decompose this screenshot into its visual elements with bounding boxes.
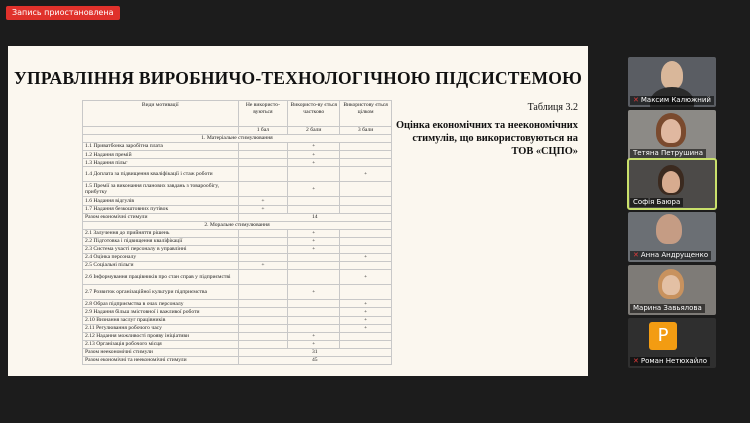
usage-mark: + [340, 324, 392, 332]
usage-mark [340, 262, 392, 270]
table-row [83, 316, 392, 324]
table-total-row [83, 356, 392, 364]
participant-name: Тетяна Петрушина [630, 149, 706, 158]
score-cell: 3 бали [340, 127, 392, 135]
usage-mark [340, 246, 392, 254]
motivation-label: 1.6 Надання відгулів [83, 197, 239, 205]
motivation-table [82, 100, 392, 365]
total-value: 14 [238, 213, 391, 221]
usage-mark [238, 324, 288, 332]
table-row [83, 205, 392, 213]
usage-mark [238, 285, 288, 300]
table-row [83, 308, 392, 316]
usage-mark [288, 300, 340, 308]
mic-muted-icon: ✕ [633, 357, 639, 365]
participant-tile[interactable] [628, 318, 716, 368]
usage-mark [340, 285, 392, 300]
total-label: Разом економічні стимули [83, 213, 239, 221]
usage-mark [238, 332, 288, 340]
usage-mark: + [340, 270, 392, 285]
motivation-label: 2.11 Регулювання робочого часу [83, 324, 239, 332]
participant-name: ✕ Анна Андрущенко [630, 251, 711, 260]
table-header-row [83, 101, 392, 127]
total-label: Разом неекономічні стимули [83, 348, 239, 356]
participant-video [656, 214, 682, 244]
usage-mark: + [340, 167, 392, 182]
usage-mark [340, 197, 392, 205]
total-label: Разом економічні та неекономічні стимули [83, 356, 239, 364]
motivation-label: 2.10 Визнання заслуг працівників [83, 316, 239, 324]
usage-mark [288, 254, 340, 262]
table-row [83, 229, 392, 237]
participant-name: Софія Баюра [630, 198, 683, 207]
usage-mark [340, 143, 392, 151]
usage-mark: + [340, 254, 392, 262]
table-caption: Оцінка економічних та неекономічних стимулів, що використовуються на ТОВ «СЦПО» [395, 120, 578, 157]
motivation-label: 2.8 Образ підприємства в очах персоналу [83, 300, 239, 308]
slide-title: УПРАВЛІННЯ ВИРОБНИЧО-ТЕХНОЛОГІЧНОЮ ПІДСИСТЕМОЮ [13, 68, 582, 88]
usage-mark [288, 324, 340, 332]
table-row [83, 151, 392, 159]
usage-mark [238, 229, 288, 237]
recording-status-badge[interactable]: Запись приостановлена [6, 6, 120, 20]
score-cell: 1 бал [238, 127, 288, 135]
usage-mark [340, 182, 392, 197]
table-row [83, 262, 392, 270]
usage-mark [288, 262, 340, 270]
motivation-label: 2.13 Організація робочого місця [83, 340, 239, 348]
header-cell: Використову ється цілком [340, 101, 392, 127]
usage-mark [340, 237, 392, 245]
table-row [83, 332, 392, 340]
usage-mark: + [340, 316, 392, 324]
usage-mark [238, 340, 288, 348]
table-caption-block [394, 102, 578, 158]
participant-name: ✕ Максим Калюжний [630, 96, 714, 105]
usage-mark: + [238, 197, 288, 205]
motivation-label: 2.2 Підготовка і підвищення кваліфікації [83, 237, 239, 245]
motivation-label: 1.5 Премії за виконання планових завдань з товарообігу, прибутку [83, 182, 239, 197]
usage-mark [288, 308, 340, 316]
table-row [83, 246, 392, 254]
usage-mark: + [288, 143, 340, 151]
participant-tile[interactable] [628, 57, 716, 107]
participant-tile[interactable] [628, 212, 716, 262]
total-value: 31 [238, 348, 391, 356]
motivation-label: 2.12 Надання можливості прояву ініціативи [83, 332, 239, 340]
motivation-label: 2.7 Розвиток організаційної культури підприємства [83, 285, 239, 300]
usage-mark [238, 316, 288, 324]
usage-mark: + [238, 205, 288, 213]
participant-name: ✕ Роман Нетюхайло [630, 357, 710, 366]
table-section-row [83, 221, 392, 229]
participant-face [661, 119, 681, 143]
motivation-label: 1.4 Доплата за підвищення кваліфікації і стаж роботи [83, 167, 239, 182]
usage-mark: + [288, 237, 340, 245]
total-value: 45 [238, 356, 391, 364]
usage-mark: + [288, 285, 340, 300]
usage-mark [340, 229, 392, 237]
table-total-row [83, 348, 392, 356]
usage-mark [288, 197, 340, 205]
motivation-label: 1.2 Надання премій [83, 151, 239, 159]
usage-mark: + [288, 229, 340, 237]
table-number: Таблиця 3.2 [527, 102, 578, 113]
table-row [83, 182, 392, 197]
usage-mark [238, 182, 288, 197]
participant-video [661, 61, 683, 89]
motivation-label: 2.3 Система участі персоналу в управлінні [83, 246, 239, 254]
table-row [83, 324, 392, 332]
score-cell: 2 бали [288, 127, 340, 135]
mic-muted-icon: ✕ [633, 251, 639, 259]
usage-mark [288, 167, 340, 182]
usage-mark: + [288, 332, 340, 340]
motivation-label: 2.6 Інформування працівників про стан справ у підприємстві [83, 270, 239, 285]
motivation-label: 2.5 Соціальні пільги [83, 262, 239, 270]
participant-avatar: Р [649, 322, 677, 350]
usage-mark [238, 151, 288, 159]
table-row [83, 340, 392, 348]
table-row [83, 254, 392, 262]
participant-tile[interactable] [628, 265, 716, 315]
usage-mark: + [340, 308, 392, 316]
usage-mark [238, 143, 288, 151]
motivation-label: 1.7 Надання безкоштовних путівок [83, 205, 239, 213]
usage-mark [340, 159, 392, 167]
usage-mark [238, 246, 288, 254]
usage-mark: + [288, 159, 340, 167]
header-cell: Види мотивації [83, 101, 239, 127]
usage-mark [238, 254, 288, 262]
usage-mark [238, 167, 288, 182]
shared-screen-slide [8, 46, 588, 376]
section-cell: 1. Матеріальне стимулювання [83, 135, 392, 143]
table-row [83, 300, 392, 308]
table-row [83, 285, 392, 300]
score-cell [83, 127, 239, 135]
motivation-label: 1.3 Надання пільг [83, 159, 239, 167]
participant-tile-active[interactable] [628, 159, 716, 209]
table-row [83, 270, 392, 285]
participant-face [662, 275, 680, 295]
usage-mark [340, 332, 392, 340]
usage-mark: + [288, 246, 340, 254]
table-total-row [83, 213, 392, 221]
table-row [83, 167, 392, 182]
usage-mark [238, 237, 288, 245]
usage-mark [340, 151, 392, 159]
motivation-label: 2.4 Оцінка персоналу [83, 254, 239, 262]
table-row [83, 237, 392, 245]
mic-muted-icon: ✕ [633, 96, 639, 104]
motivation-label: 2.9 Надання більш змістовної і важливої роботи [83, 308, 239, 316]
motivation-label: 1.1 Приватбонка заробітна плата [83, 143, 239, 151]
section-cell: 2. Моральне стимулювання [83, 221, 392, 229]
participant-tile[interactable] [628, 110, 716, 160]
usage-mark: + [288, 182, 340, 197]
participant-name: Марина Завьялова [630, 304, 705, 313]
participant-face [662, 171, 680, 193]
table-row [83, 143, 392, 151]
table-section-row [83, 135, 392, 143]
usage-mark: + [340, 300, 392, 308]
usage-mark [238, 159, 288, 167]
table-score-row [83, 127, 392, 135]
motivation-label: 2.1 Залучення до прийняття рішень [83, 229, 239, 237]
usage-mark: + [288, 340, 340, 348]
usage-mark [340, 340, 392, 348]
header-cell: Використо-ву ється частково [288, 101, 340, 127]
usage-mark: + [288, 151, 340, 159]
table-row [83, 159, 392, 167]
usage-mark [238, 308, 288, 316]
table-row [83, 197, 392, 205]
header-cell: Не використо-вуються [238, 101, 288, 127]
usage-mark [288, 270, 340, 285]
usage-mark: + [238, 262, 288, 270]
usage-mark [340, 205, 392, 213]
usage-mark [238, 300, 288, 308]
usage-mark [288, 205, 340, 213]
usage-mark [288, 316, 340, 324]
usage-mark [238, 270, 288, 285]
